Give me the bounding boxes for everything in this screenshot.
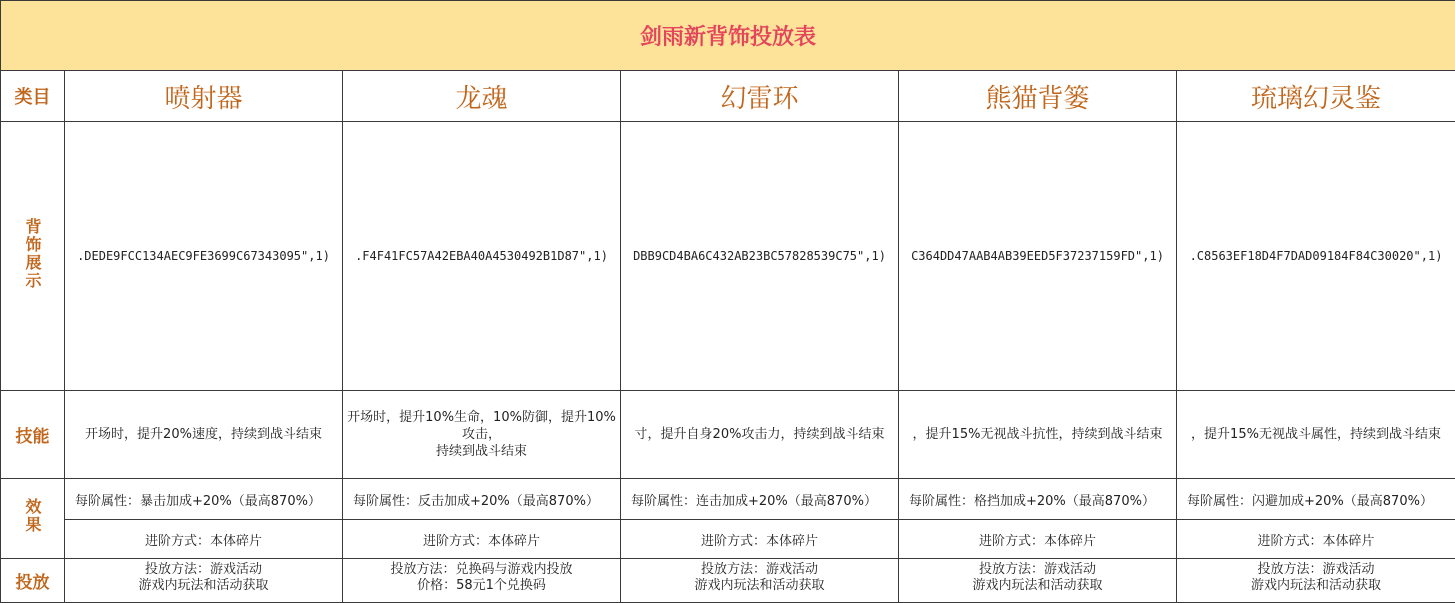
deploy-cell: 投放方法：游戏活动 游戏内玩法和活动获取 — [621, 559, 899, 603]
row-label-skill: 技能 — [1, 391, 65, 479]
advance-cell: 进阶方式：本体碎片 — [621, 520, 899, 559]
image-formula-cell: .C8563EF18D4F7DAD09184F84C30020",1) — [1177, 122, 1455, 391]
image-formula-cell: .F4F41FC57A42EBA40A4530492B1D87",1) — [343, 122, 621, 391]
effect-cell: 每阶属性：闪避加成+20%（最高870%） — [1177, 479, 1455, 520]
deploy-cell: 投放方法：游戏活动 游戏内玩法和活动获取 — [65, 559, 343, 603]
column-header: 琉璃幻灵鉴 — [1177, 71, 1455, 122]
column-header: 幻雷环 — [621, 71, 899, 122]
skill-cell: 开场时，提升10%生命，10%防御，提升10%攻击， 持续到战斗结束 — [343, 391, 621, 479]
row-label-deploy: 投放 — [1, 559, 65, 603]
skill-cell: 开场时，提升20%速度，持续到战斗结束 — [65, 391, 343, 479]
column-header: 喷射器 — [65, 71, 343, 122]
advance-cell: 进阶方式：本体碎片 — [1177, 520, 1455, 559]
skill-cell: ，提升15%无视战斗抗性，持续到战斗结束 — [899, 391, 1177, 479]
effect-cell: 每阶属性：格挡加成+20%（最高870%） — [899, 479, 1177, 520]
row-label-display: 背饰展示 — [1, 122, 65, 391]
skill-cell: 寸，提升自身20%攻击力，持续到战斗结束 — [621, 391, 899, 479]
advance-cell: 进阶方式：本体碎片 — [343, 520, 621, 559]
effect-cell: 每阶属性：连击加成+20%（最高870%） — [621, 479, 899, 520]
deploy-cell: 投放方法：兑换码与游戏内投放 价格：58元1个兑换码 — [343, 559, 621, 603]
effect-cell: 每阶属性：暴击加成+20%（最高870%） — [65, 479, 343, 520]
effect-cell: 每阶属性：反击加成+20%（最高870%） — [343, 479, 621, 520]
advance-cell: 进阶方式：本体碎片 — [65, 520, 343, 559]
category-header: 类目 — [1, 71, 65, 122]
advance-cell: 进阶方式：本体碎片 — [899, 520, 1177, 559]
row-label-effect: 效果 — [1, 479, 65, 559]
column-header: 龙魂 — [343, 71, 621, 122]
deploy-cell: 投放方法：游戏活动 游戏内玩法和活动获取 — [899, 559, 1177, 603]
table-title: 剑雨新背饰投放表 — [1, 1, 1455, 71]
image-formula-cell: .DEDE9FCC134AEC9FE3699C67343095",1) — [65, 122, 343, 391]
column-header: 熊猫背篓 — [899, 71, 1177, 122]
image-formula-cell: DBB9CD4BA6C432AB23BC57828539C75",1) — [621, 122, 899, 391]
deploy-cell: 投放方法：游戏活动 游戏内玩法和活动获取 — [1177, 559, 1455, 603]
skill-cell: ，提升15%无视战斗属性，持续到战斗结束 — [1177, 391, 1455, 479]
image-formula-cell: C364DD47AAB4AB39EED5F37237159FD",1) — [899, 122, 1177, 391]
